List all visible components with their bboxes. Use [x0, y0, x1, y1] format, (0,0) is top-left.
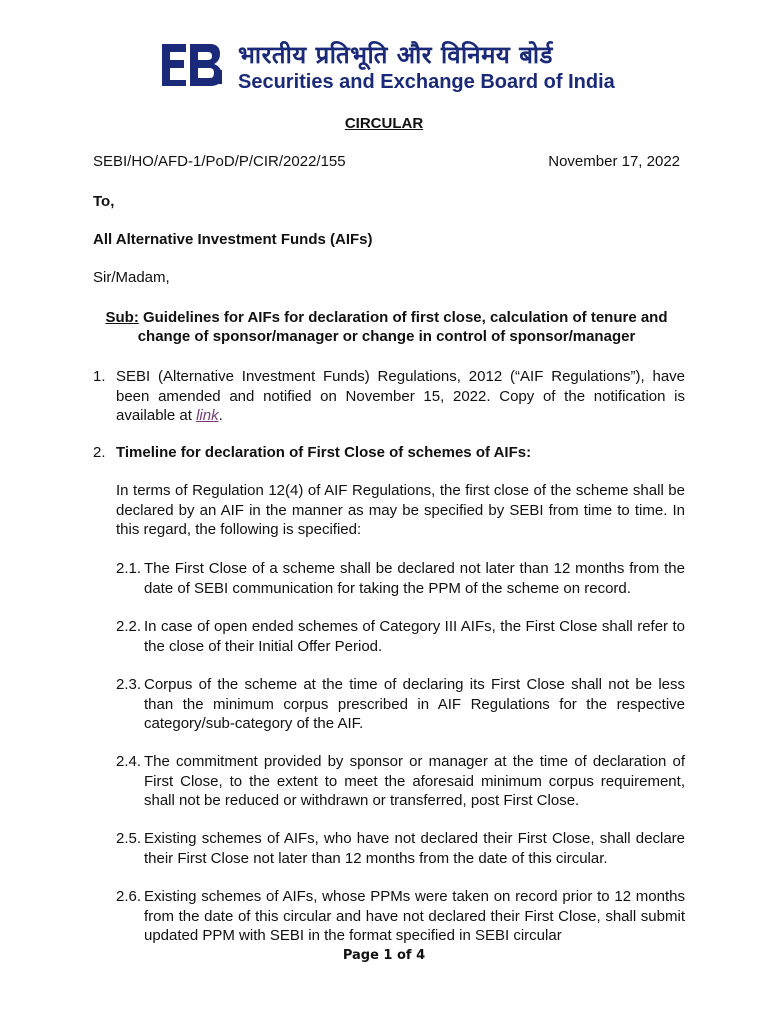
- subject-text: Guidelines for AIFs for declaration of first close, calculation of tenure and change of sponsor/manager or change in control of sponsor/manager: [137, 309, 668, 345]
- list-item: In case of open ended schemes of Category III AIFs, the First Close shall refer to the close of their Initial Offer Period.: [144, 618, 685, 655]
- org-name-english: Securities and Exchange Board of India: [238, 71, 615, 93]
- list-item: Existing schemes of AIFs, who have not declared their First Close, shall declare their First Close not later than 12 months from the date of this circular.: [144, 830, 685, 867]
- to-label: To,: [93, 193, 115, 210]
- circular-date: November 17, 2022: [548, 153, 680, 170]
- list-item: Corpus of the scheme at the time of declaring its First Close shall not be less than the minimum corpus prescribed in AIF Regulations for the respective category/sub-category of the AIF.: [144, 676, 685, 732]
- list-item: The commitment provided by sponsor or manager at the time of declaration of First Close, to the extent to meet the aforesaid minimum corpus requirement, shall not be reduced or withdrawn or transferred, post First Close.: [144, 753, 685, 809]
- para-2-number: 2.: [93, 444, 106, 461]
- item-number: 2.4.: [116, 753, 142, 770]
- list-item: The First Close of a scheme shall be declared not later than 12 months from the date of SEBI communication for taking the PPM of the scheme on record.: [144, 560, 685, 597]
- para-1-text: SEBI (Alternative Investment Funds) Regulations, 2012 (“AIF Regulations”), have been amended and notified on November 15, 2022. Copy of the notification is available at: [116, 368, 685, 424]
- para-2-intro: In terms of Regulation 12(4) of AIF Regulations, the first close of the scheme shall be declared by an AIF in the manner as may be specified by SEBI from time to time. In this regard, the following is specified:: [116, 482, 685, 538]
- para-1: [116, 367, 685, 426]
- notification-link[interactable]: link: [196, 407, 219, 424]
- item-number: 2.6.: [116, 888, 142, 905]
- para-1-number: 1.: [93, 368, 106, 385]
- sebi-logo: [160, 40, 224, 88]
- list-item: Existing schemes of AIFs, whose PPMs were taken on record prior to 12 months from the date of this circular and have not declared their First Close, shall submit updated PPM with SEBI in the format specified in SEBI circular: [144, 888, 685, 944]
- item-number: 2.5.: [116, 830, 142, 847]
- circular-reference: SEBI/HO/AFD-1/PoD/P/CIR/2022/155: [93, 153, 346, 170]
- letterhead: [160, 38, 620, 98]
- addressee: All Alternative Investment Funds (AIFs): [93, 231, 373, 248]
- org-name-hindi: भारतीय प्रतिभूति और विनिमय बोर्ड: [238, 41, 553, 69]
- item-number: 2.2.: [116, 618, 142, 635]
- subject-label: Sub:: [105, 309, 139, 326]
- circular-title: CIRCULAR: [344, 115, 424, 132]
- para-2-heading: Timeline for declaration of First Close of schemes of AIFs:: [116, 444, 532, 461]
- item-number: 2.1.: [116, 560, 142, 577]
- salutation: Sir/Madam,: [93, 269, 170, 286]
- para-1-end: .: [218, 407, 223, 424]
- item-number: 2.3.: [116, 676, 142, 693]
- subject-line: [93, 308, 680, 346]
- reference-row: [93, 153, 680, 170]
- page-number: Page 1 of 4: [342, 948, 426, 963]
